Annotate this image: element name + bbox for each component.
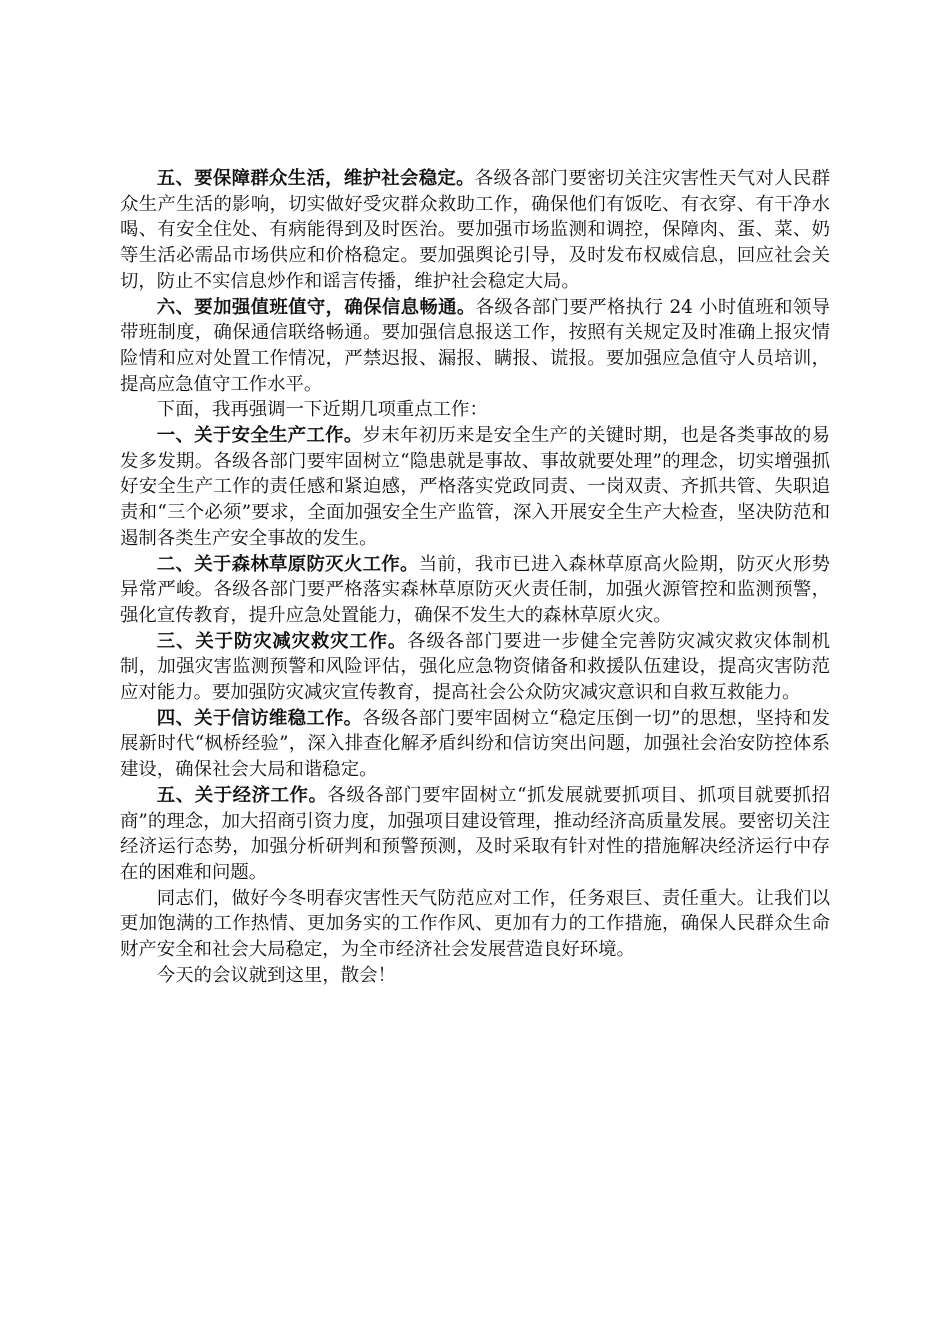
paragraph-text: 各级各部门要牢固树立“抓发展就要抓项目、抓项目就要抓招商”的理念，加大招商引资力度，加强项目建设管理，推动经济高质量发展。要密切关注经济运行态势，加强分析研判和预警预测，及时采取有针对性的措施解决经济运行中存在的困难和问题。 [120,784,830,883]
paragraph-closing [120,886,830,963]
paragraph-2-fire [120,552,830,629]
paragraph-text: 各级各部门要严格执行 24 小时值班和领导带班制度，确保通信联络畅通。要加强信息报送工作，按照有关规定及时准确上报灾情险情和应对处置工作情况，严禁迟报、漏报、瞒报、谎报。要加强应急值守人员培训，提高应急值守工作水平。 [120,296,830,395]
paragraph-text: 各级各部门要密切关注灾害性天气对人民群众生产生活的影响，切实做好受灾群众救助工作，确保他们有饭吃、有衣穿、有干净水喝、有安全住处、有病能得到及时医治。要加强市场监测和调控，保障肉、蛋、菜、奶等生活必需品市场供应和价格稳定。要加强舆论引导，及时发布权威信息，回应社会关切，防止不实信息炒作和谣言传播，维护社会稳定大局。 [120,168,830,292]
paragraph-lead: 六、要加强值班值守，确保信息畅通。 [156,296,476,318]
paragraph-5-economy [120,783,830,886]
paragraph-adjourn [120,963,830,989]
paragraph-lead: 三、关于防灾减灾救灾工作。 [156,630,408,652]
paragraph-4-stability [120,706,830,783]
paragraph-lead: 五、要保障群众生活，维护社会稳定。 [156,168,475,189]
paragraph-text: 同志们，做好今冬明春灾害性天气防范应对工作，任务艰巨、责任重大。让我们以更加饱满的工作热情、更加务实的工作作风、更加有力的工作措施，确保人民群众生命财产安全和社会大局稳定，为全市经济社会发展营造良好环境。 [120,887,830,961]
paragraph-3-disaster [120,629,830,706]
paragraph-text: 岁末年初历来是安全生产的关键时期，也是各类事故的易发多发期。各级各部门要牢固树立“隐患就是事故、事故就要处理”的理念，切实增强抓好安全生产工作的责任感和紧迫感，严格落实党政同责、一岗双责、齐抓共管、失职追责和“三个必须”要求，全面加强安全生产监管，深入开展安全生产大检查，坚决防范和遏制各类生产安全事故的发生。 [120,425,830,549]
paragraph-6-duty [120,295,830,398]
paragraph-lead: 二、关于森林草原防灭火工作。 [156,553,419,575]
paragraph-5-livelihood [120,166,830,295]
paragraph-1-safety [120,423,830,552]
paragraph-text: 各级各部门要进一步健全完善防灾减灾救灾体制机制，加强灾害监测预警和风险评估，强化应急物资储备和救援队伍建设，提高灾害防范应对能力。要加强防灾减灾宣传教育，提高社会公众防灾减灾意识和自救互救能力。 [120,630,830,704]
document-body [120,166,830,989]
paragraph-text: 各级各部门要牢固树立“稳定压倒一切”的思想，坚持和发展新时代“枫桥经验”，深入排查化解矛盾纠纷和信访突出问题，加强社会治安防控体系建设，确保社会大局和谐稳定。 [120,707,830,781]
paragraph-text: 当前，我市已进入森林草原高火险期，防灭火形势异常严峻。各级各部门要严格落实森林草原防灭火责任制，加强火源管控和监测预警，强化宣传教育，提升应急处置能力，确保不发生大的森林草原火灾。 [120,553,830,626]
paragraph-transition [120,397,830,423]
paragraph-text: 今天的会议就到这里，散会！ [156,964,396,986]
paragraph-text: 下面，我再强调一下近期几项重点工作： [156,399,488,421]
paragraph-lead: 四、关于信访维稳工作。 [156,707,363,729]
paragraph-lead: 五、关于经济工作。 [156,784,328,806]
paragraph-lead: 一、关于安全生产工作。 [156,425,363,447]
